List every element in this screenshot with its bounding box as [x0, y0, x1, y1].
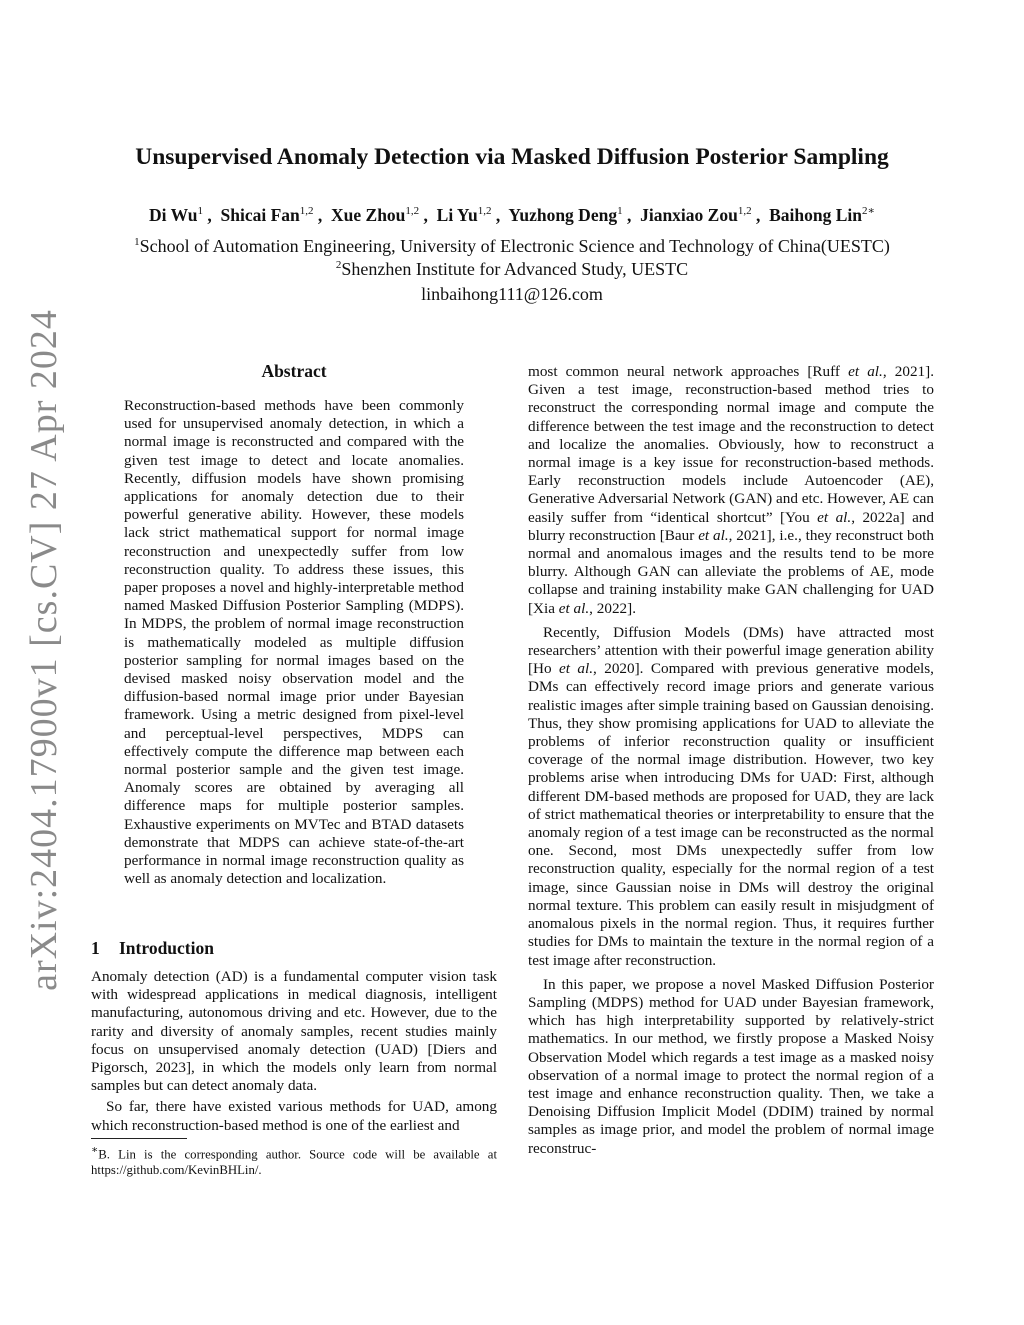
- affiliation-mark: 2: [335, 259, 342, 271]
- section-number: 1: [91, 938, 100, 958]
- author-name: Di Wu: [149, 204, 198, 225]
- affiliation-2: [0, 259, 1024, 280]
- author-list: Di Wu$^1$ , Shicai Fan$^{1,2}$ , Xue Zhou$^{1,2}$ , Li Yu$^{1,2}$ , Yuzhong Deng$^1$ , Jianxiao Zou$^{1,2}$ , Baihong Lin$^{2∗}$: [149, 204, 875, 225]
- body-paragraph: most common neural network approaches [Ruff et al., 2021]. Given a test image, reconstruction-based method tries to reconstruct the corresponding normal image and compute the difference between the test image and the reconstruction to detect and localize the anomalies. Obviously, how to reconstruct a normal image is a key issue for reconstruction-based methods. Early reconstruction models include Autoencoder (AE), Generative Adversarial Network (GAN) and etc. However, AE can easily suffer from “identical shortcut” [You et al., 2022a] and blurry reconstruction [Baur et al., 2021], i.e., they reconstruct both normal and anomalous images and the results tend to be more blurry. Although GAN can alleviate the problems of AE, mode collapse and training instability make GAN challenging for UAD [Xia et al., 2022].: [528, 363, 935, 617]
- author-affil-mark: 1: [617, 205, 623, 217]
- abstract-text: Reconstruction-based methods have been commonly used for unsupervised anomaly detection, in which a normal image is reconstructed and compared with the given test image to detect and locate anomalies. Recently, diffusion models have shown promising applications for anomaly detection due to their powerful generative ability. However, these models lack strict mathematical support for normal image reconstruction and unexpectedly suffer from low reconstruction quality. To address these issues, this paper proposes a novel and highly-interpretable method named Masked Diffusion Posterior Sampling (MDPS). In MDPS, the problem of normal image reconstruction is mathematically modeled as multiple diffusion posterior sampling for normal images based on the devised masked noisy observation model and the diffusion-based normal image prior under Bayesian framework. Using a metric designed from pixel-level and perceptual-level perspectives, MDPS can effectively compute the difference map between each normal posterior sample and the given test image. Anomaly scores are obtained by averaging all difference maps for multiple posterior samples. Exhaustive experiments on MVTec and BTAD datasets demonstrate that MDPS can achieve state-of-the-art performance in normal image reconstruction quality as well as anomaly detection and localization.: [124, 397, 464, 888]
- author-name: Baihong Lin: [769, 204, 862, 225]
- contact-email: linbaihong111@126.com: [421, 284, 603, 304]
- footnote-mark: ∗: [91, 1145, 99, 1156]
- footnote-divider: [91, 1138, 187, 1139]
- author-name: Jianxiao Zou: [640, 204, 738, 225]
- author-affil-mark: 1,2: [737, 205, 752, 217]
- right-column: [528, 363, 934, 1158]
- body-paragraph: Recently, Diffusion Models (DMs) have attracted most researchers’ attention with their powerful image generation ability [Ho et al., 2020]. Compared with previous generative models, DMs can effectively record image priors and generate various realistic images after simple training based on Gaussian denoising. Thus, they show promising applications for UAD to alleviate the problems of inferior reconstruction quality or insufficient coverage of the normal image distribution. However, two key problems arise when introducing DMs for UAD: First, although different DM-based methods are proposed for UAD, they are lack of strict mathematical theories or interpretability to ensure that the anomaly region of a test image can be reconstructed as the normal one. Second, most DMs unexpectedly suffer from low reconstruction quality, especially for the normal region of a test image, since Gaussian noise in DMs will destroy the original normal texture. This problem can easily result in misjudgment of anomalous pixels in the normal region. Thus, it requires further studies for DMs to maintain the texture in the normal region of a test image after reconstruction.: [528, 623, 934, 969]
- abstract-heading: Abstract: [261, 361, 327, 381]
- abstract-body: [124, 397, 464, 888]
- footnote: [91, 1143, 497, 1178]
- paper-title: Unsupervised Anomaly Detection via Masked Diffusion Posterior Sampling: [135, 144, 889, 170]
- section-heading-introduction: [91, 938, 214, 959]
- author-name: Yuzhong Deng: [508, 204, 618, 225]
- author-affil-mark: 1,2: [405, 205, 420, 217]
- author-affil-mark: 2∗: [861, 205, 875, 217]
- author-name: Shicai Fan: [220, 204, 300, 225]
- author-affil-mark: 1: [197, 205, 203, 217]
- affiliation-text: School of Automation Engineering, University of Electronic Science and Technology of China(UESTC): [139, 236, 890, 256]
- affiliation-text: Shenzhen Institute for Advanced Study, UESTC: [341, 259, 689, 279]
- affiliation-1: [0, 236, 1024, 257]
- intro-paragraph: Anomaly detection (AD) is a fundamental computer vision task with widespread applications in medical diagnosis, intelligent manufacturing, autonomous driving and etc. However, due to the rarity and diversity of anomaly samples, recent studies mainly focus on unsupervised anomaly detection (UAD) [Diers and Pigorsch, 2023], in which the models only learn from normal samples but can detect anomaly data.: [91, 968, 497, 1095]
- body-paragraph: In this paper, we propose a novel Masked Diffusion Posterior Sampling (MDPS) method for UAD under Bayesian framework, which has high interpretability supported by relatively-strict mathematics. In our method, we firstly propose a Masked Noisy Observation Model which regards a test image as a masked noisy observation of a normal image to protect the normal region of a test image and enhance reconstruction quality. Then, we take a Denoising Diffusion Implicit Model (DDIM) trained by normal samples as image prior, and model the problem of normal image reconstruc-: [528, 975, 934, 1157]
- intro-paragraph: So far, there have existed various methods for UAD, among which reconstruction-based method is one of the earliest and: [91, 1098, 497, 1134]
- arxiv-side-stamp: arXiv:2404.17900v1 [cs.CV] 27 Apr 2024: [23, 309, 65, 991]
- author-name: Xue Zhou: [331, 204, 406, 225]
- footnote-text: B. Lin is the corresponding author. Source code will be available at https://github.com/KevinBHLin/.: [91, 1147, 497, 1178]
- author-affil-mark: 1,2: [477, 205, 492, 217]
- author-name: Li Yu: [436, 204, 478, 225]
- affiliation-mark: 1: [134, 236, 140, 248]
- intro-left-column: [91, 968, 497, 1135]
- section-title: Introduction: [119, 938, 214, 958]
- author-affil-mark: 1,2: [299, 205, 314, 217]
